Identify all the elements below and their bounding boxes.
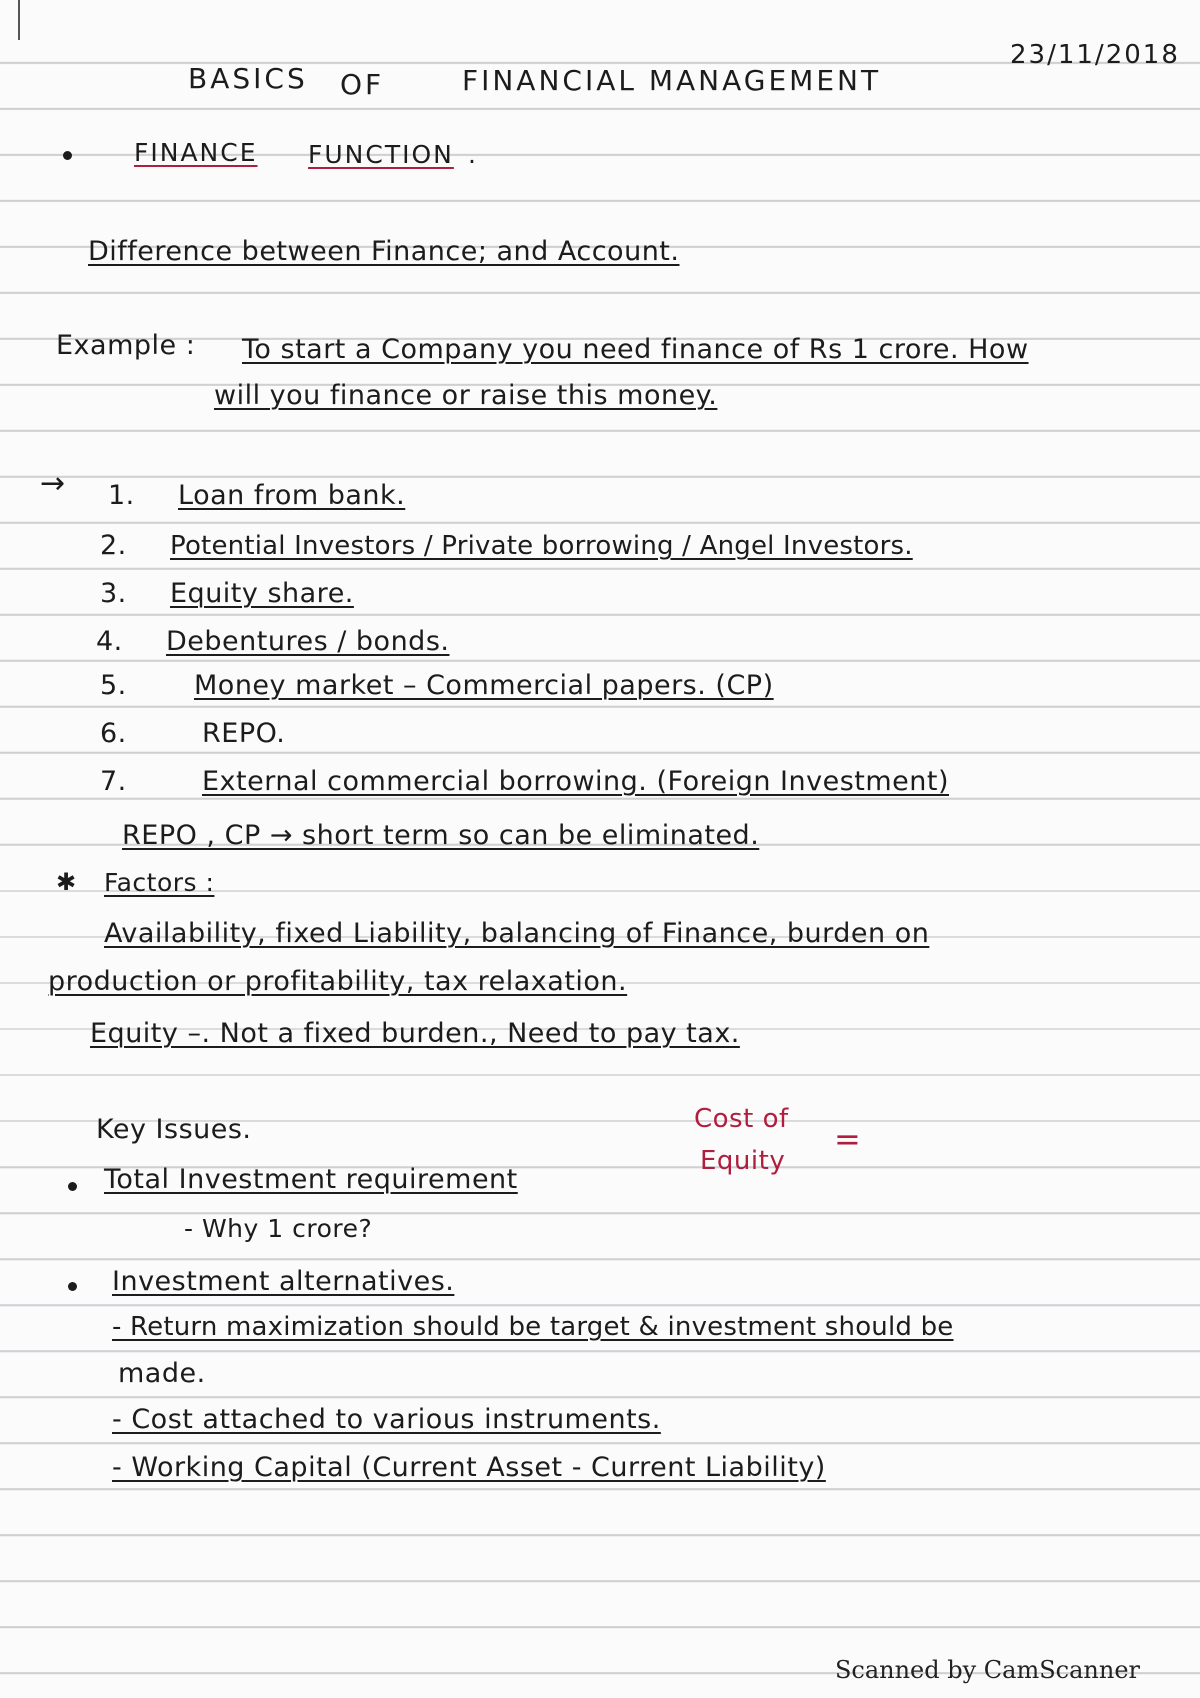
cost-of-equity-line-1: Cost of — [694, 1104, 789, 1134]
key-issue-bullet-1 — [68, 1182, 77, 1191]
short-term-note: REPO , CP → short term so can be eliminated. — [122, 820, 760, 851]
list-item-number: 1. — [108, 480, 135, 511]
key-issue-2-sub-2: - Cost attached to various instruments. — [112, 1404, 661, 1435]
key-issues-title: Key Issues. — [96, 1114, 252, 1145]
key-issue-2: Investment alternatives. — [112, 1266, 455, 1297]
list-item-1 — [108, 480, 405, 511]
key-issue-1: Total Investment requirement — [104, 1164, 518, 1195]
factors-line-2: production or profitability, tax relaxation. — [48, 966, 628, 997]
section-function: FUNCTION — [308, 140, 454, 169]
star-icon: ✱ — [56, 868, 77, 896]
margin-mark — [18, 0, 20, 40]
equals-sign: = — [834, 1120, 862, 1158]
list-item-number: 5. — [100, 670, 127, 701]
title-financial-management: FINANCIAL MANAGEMENT — [462, 64, 882, 97]
list-item-3 — [100, 578, 354, 609]
equity-line: Equity –. Not a fixed burden., Need to pay tax. — [90, 1018, 740, 1049]
section-bullet — [63, 151, 72, 160]
key-issue-2-sub-3: - Working Capital (Current Asset - Current Liability) — [112, 1452, 826, 1483]
list-item-number: 2. — [100, 530, 127, 561]
list-item-text: Equity share. — [170, 578, 354, 609]
key-issue-2-sub-1: - Return maximization should be target & investment should be — [112, 1312, 954, 1342]
section-dot: . — [468, 140, 478, 169]
list-item-text: Debentures / bonds. — [166, 626, 450, 657]
right-arrow-icon: → — [40, 466, 66, 501]
list-item-number: 6. — [100, 718, 127, 749]
list-item-text: External commercial borrowing. (Foreign Investment) — [202, 766, 950, 797]
cost-of-equity-line-2: Equity — [700, 1146, 786, 1176]
section-finance: FINANCE — [134, 138, 258, 167]
title-of: OF — [340, 68, 385, 101]
list-item-number: 7. — [100, 766, 127, 797]
list-item-text: Money market – Commercial papers. (CP) — [194, 670, 774, 701]
example-label: Example : — [56, 330, 196, 361]
key-issue-2-sub-1-cont: made. — [118, 1358, 206, 1389]
list-item-text: Potential Investors / Private borrowing / Angel Investors. — [170, 531, 913, 561]
list-item-5 — [100, 670, 774, 701]
list-item-text: Loan from bank. — [178, 480, 406, 511]
factors-label: Factors : — [104, 868, 215, 897]
example-line-1: To start a Company you need finance of Rs 1 crore. How — [242, 334, 1029, 365]
date: 23/11/2018 — [1010, 40, 1180, 70]
list-item-number: 3. — [100, 578, 127, 609]
list-item-text: REPO. — [202, 718, 286, 749]
key-issue-1-sub: - Why 1 crore? — [184, 1214, 373, 1243]
list-item-7 — [100, 766, 949, 797]
difference-line: Difference between Finance; and Account. — [88, 236, 680, 267]
title-basics: BASICS — [188, 62, 308, 95]
list-item-4 — [96, 626, 449, 657]
key-issue-bullet-2 — [68, 1282, 77, 1291]
list-item-2 — [100, 530, 913, 561]
example-line-2: will you finance or raise this money. — [214, 380, 718, 411]
list-item-number: 4. — [96, 626, 123, 657]
factors-line-1: Availability, fixed Liability, balancing of Finance, burden on — [104, 918, 930, 949]
list-item-6 — [100, 718, 285, 749]
scanner-watermark: Scanned by CamScanner — [834, 1656, 1140, 1684]
